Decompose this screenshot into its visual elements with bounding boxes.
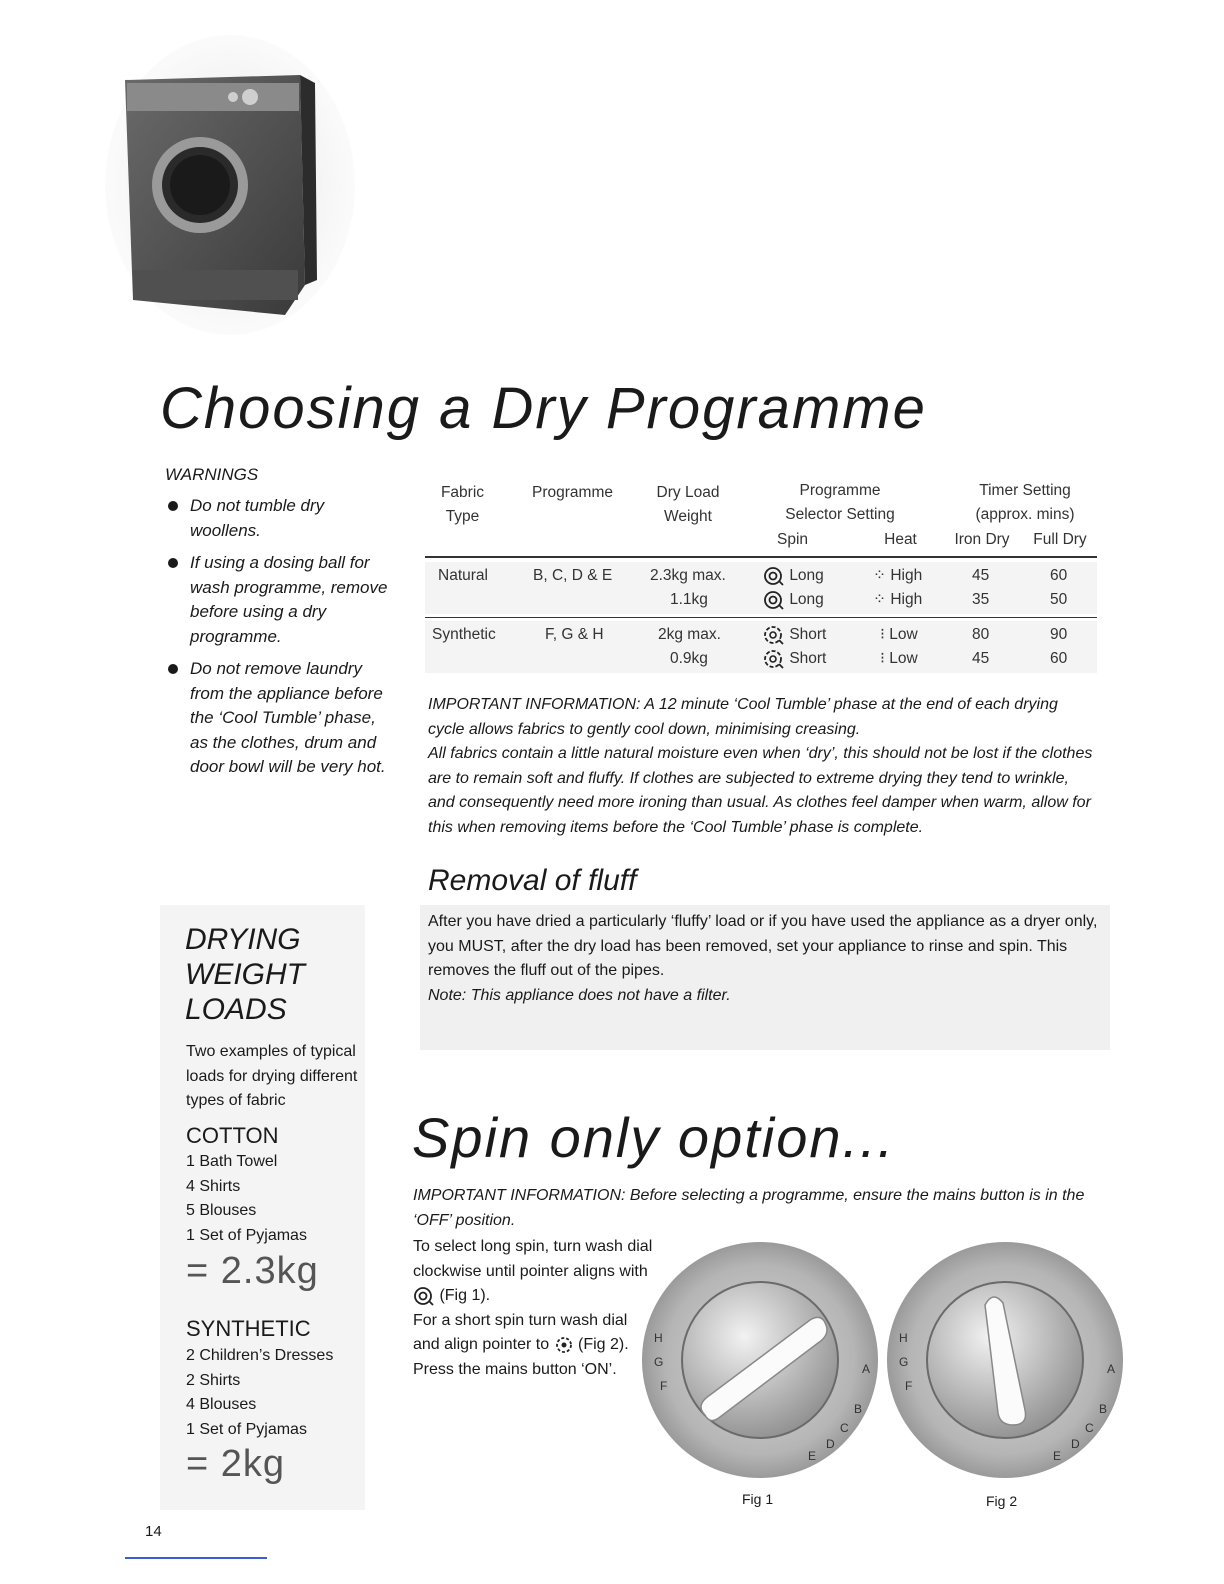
cell-spin: Short (763, 647, 826, 671)
list-item: 4 Shirts (186, 1177, 241, 1195)
fluff-text: After you have dried a particularly ‘fluffy’ load or if you have used the appliance as a dryer only, you MUST, after the dry load has been removed, set your appliance to rinse and spin. This removes the fluff out of the pipes. Note: This appliance does not have a filter. (428, 913, 1098, 1004)
list-item: 4 Blouses (186, 1396, 257, 1413)
cell-programme: F, G & H (545, 626, 604, 643)
dial-label: H (654, 1331, 663, 1345)
dial-label: D (826, 1437, 835, 1451)
drying-loads-heading: DRYING WEIGHT LOADS (185, 923, 305, 1026)
list-item: 1 Set of Pyjamas (186, 1226, 307, 1244)
cotton-list (186, 1150, 307, 1248)
synthetic-total: = 2kg (186, 1443, 286, 1485)
cell-iron-dry: 45 (972, 567, 990, 584)
cell-heat: ⁘ High (873, 591, 923, 608)
short-spin-icon (763, 625, 785, 645)
dial-label: C (1085, 1421, 1094, 1435)
spin-important: IMPORTANT INFORMATION: Before selecting a programme, ensure the mains button is in the ‘OFF’ position. (413, 1187, 1085, 1229)
dial-label: B (1099, 1402, 1108, 1416)
list-item: 1 Bath Towel (186, 1153, 278, 1170)
dial-label: F (905, 1379, 913, 1393)
cotton-total: = 2.3kg (186, 1250, 319, 1292)
bullet-icon (168, 501, 178, 511)
wash-dial-fig1 (640, 1235, 880, 1485)
cell-spin: Long (763, 588, 824, 612)
fig1-caption: Fig 1 (742, 1491, 774, 1507)
long-spin-icon (763, 566, 785, 586)
dial-label: E (808, 1449, 817, 1463)
cell-load: 2kg max. (658, 626, 721, 643)
cell-spin: Short (763, 623, 826, 647)
table-rule (425, 617, 1097, 618)
header-selector: Programme Selector Setting (785, 482, 895, 523)
list-item: 5 Blouses (186, 1202, 257, 1219)
dial-label: A (862, 1362, 871, 1376)
header-heat: Heat (884, 531, 917, 548)
header-timer: Timer Setting (approx. mins) (975, 482, 1075, 523)
cell-full-dry: 50 (1050, 591, 1068, 608)
dial-label: G (899, 1355, 909, 1369)
synthetic-heading: SYNTHETIC (186, 1316, 311, 1341)
fig2-caption: Fig 2 (986, 1493, 1018, 1509)
dial-label: H (899, 1331, 908, 1345)
row-shade (425, 562, 1097, 614)
cell-fabric: Synthetic (432, 626, 496, 643)
dial-label: E (1053, 1449, 1062, 1463)
high-heat-icon: ⁘ (873, 591, 886, 608)
cell-fabric: Natural (438, 567, 488, 584)
cell-full-dry: 60 (1050, 567, 1068, 584)
dial-label: D (1071, 1437, 1080, 1451)
washing-machine-photo (105, 35, 355, 335)
warnings-list (165, 494, 390, 788)
low-heat-icon: ⁝ (880, 626, 885, 643)
cell-heat: ⁝ Low (880, 626, 918, 643)
dial-label: C (840, 1421, 849, 1435)
high-heat-icon: ⁘ (873, 567, 886, 584)
header-iron-dry: Iron Dry (954, 531, 1010, 548)
cell-heat: ⁝ Low (880, 650, 918, 667)
dial-label: F (660, 1379, 668, 1393)
cotton-heading: COTTON (186, 1123, 279, 1148)
synthetic-list (186, 1344, 333, 1442)
dial-label: A (1107, 1362, 1116, 1376)
list-item: 2 Shirts (186, 1371, 241, 1389)
header-programme: Programme (532, 484, 613, 501)
page-number: 14 (145, 1523, 162, 1540)
bullet-icon (168, 664, 178, 674)
cell-load: 1.1kg (670, 591, 708, 608)
page-title: Choosing a Dry Programme (160, 376, 927, 441)
cell-heat: ⁘ High (873, 567, 923, 584)
cell-iron-dry: 45 (972, 650, 990, 667)
important-information: IMPORTANT INFORMATION: A 12 minute ‘Cool Tumble’ phase at the end of each drying cycle allows fabrics to gently cool down, minimising creasing. All fabrics contain a little natural moisture even when ‘dry’, this should not be lost if the clothes are to remain soft and fluffy. If clothes are subjected to extreme drying they tend to wrinkle, and consequently need more ironing than usual. As clothes feel damper when warm, allow for this when removing items before the ‘Cool Tumble’ phase is complete. (428, 696, 1093, 836)
dry-programme-table (425, 478, 1097, 678)
long-spin-icon (413, 1286, 435, 1306)
long-spin-icon (763, 590, 785, 610)
bullet-icon (168, 558, 178, 568)
list-item: 1 Set of Pyjamas (186, 1420, 307, 1438)
row-shade (425, 621, 1097, 673)
list-item: 2 Children’s Dresses (186, 1347, 334, 1364)
header-full-dry: Full Dry (1033, 531, 1087, 548)
cell-iron-dry: 80 (972, 626, 990, 643)
spin-heading: Spin only option... (412, 1106, 896, 1169)
drying-loads-subtitle: Two examples of typical loads for drying different types of fabric (186, 1043, 358, 1109)
cell-full-dry: 90 (1050, 626, 1068, 643)
dial-label: B (854, 1402, 863, 1416)
wash-dial-fig2 (885, 1235, 1125, 1485)
cell-full-dry: 60 (1050, 650, 1068, 667)
header-fabric: Fabric Type (440, 484, 485, 525)
table-rule (425, 556, 1097, 558)
cell-load: 2.3kg max. (650, 567, 726, 584)
short-spin-icon (554, 1335, 574, 1355)
header-dry-load: Dry Load Weight (656, 484, 720, 525)
header-spin: Spin (776, 531, 809, 548)
cell-spin: Long (763, 564, 824, 588)
footer-line (125, 1557, 267, 1559)
list-item: If using a dosing ball for wash programme, remove before using a dry programme. (165, 551, 390, 649)
list-item: Do not remove laundry from the appliance before the ‘Cool Tumble’ phase, as the clothes, drum and door bowl will be very hot. (165, 657, 390, 780)
short-spin-icon (763, 649, 785, 669)
dial-label: G (654, 1355, 664, 1369)
fluff-heading: Removal of fluff (428, 864, 637, 897)
cell-load: 0.9kg (670, 650, 708, 667)
list-item: Do not tumble dry woollens. (165, 494, 390, 543)
spin-instructions: To select long spin, turn wash dial clockwise until pointer aligns with (Fig 1). For a short spin turn wash dial and align pointer to (Fig 2). Press the mains button ‘ON’. (413, 1238, 653, 1378)
cell-iron-dry: 35 (972, 591, 990, 608)
low-heat-icon: ⁝ (880, 650, 885, 667)
cell-programme: B, C, D & E (533, 567, 613, 584)
warnings-heading: WARNINGS (165, 465, 259, 484)
